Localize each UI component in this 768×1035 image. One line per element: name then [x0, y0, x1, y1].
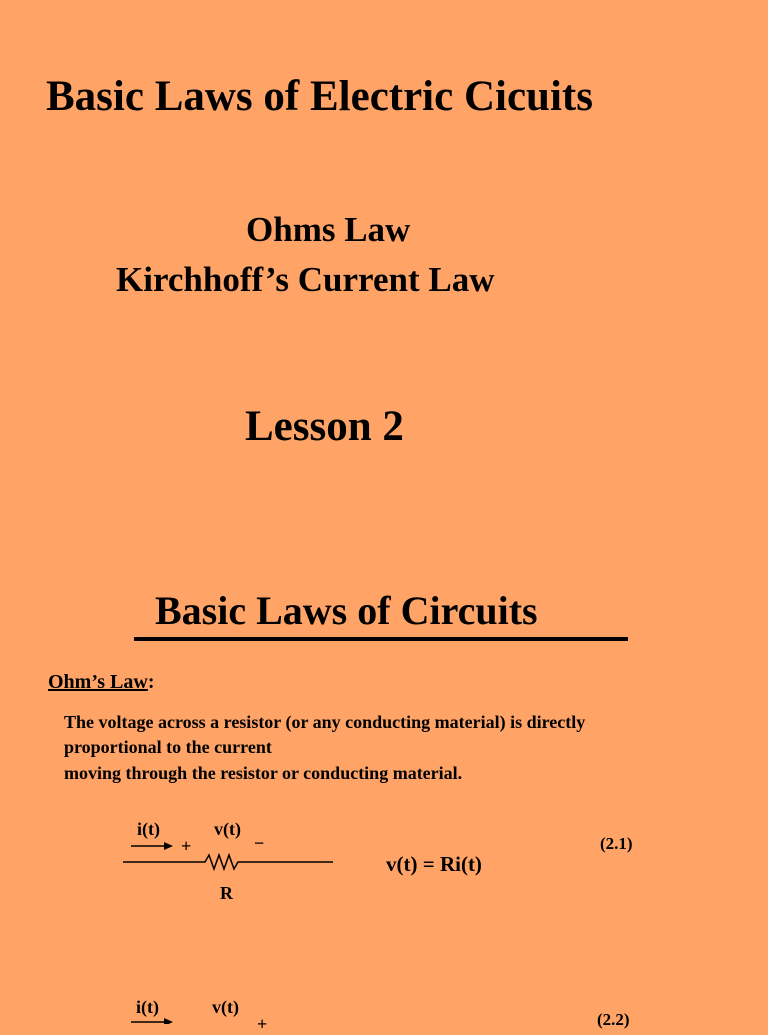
equation-ohms-law: v(t) = Ri(t) [386, 852, 482, 876]
current-arrow-icon [164, 842, 173, 850]
ohms-law-description-line: moving through the resistor or conducting material. [64, 763, 463, 783]
lesson-label: Lesson 2 [245, 403, 404, 450]
subtitle-kirchhoff: Kirchhoff’s Current Law [116, 260, 495, 299]
circuit-2-current-label: i(t) [136, 997, 159, 1017]
current-arrow-icon [164, 1018, 173, 1024]
circuit-2-plus-sign: + [257, 1014, 268, 1034]
ohms-law-description-line: proportional to the current [64, 737, 272, 757]
subtitle-ohms-law: Ohms Law [246, 210, 411, 249]
page-title: Basic Laws of Electric Cicuits [46, 73, 593, 120]
ohms-law-heading-colon: : [147, 671, 155, 693]
circuit-1-current-label: i(t) [137, 819, 160, 839]
circuit-1-voltage-label: v(t) [214, 819, 241, 839]
section-title: Basic Laws of Circuits [155, 588, 538, 633]
ohms-law-description-line: The voltage across a resistor (or any conducting material) is directly [64, 712, 586, 732]
circuit-1-plus-sign: + [181, 836, 192, 856]
circuit-1-minus-sign: − [254, 833, 265, 853]
circuit-2 [131, 1018, 173, 1024]
circuit-1-resistor-label: R [220, 883, 233, 903]
equation-number: (2.2) [597, 1010, 630, 1029]
circuit-2-voltage-label: v(t) [212, 997, 239, 1017]
ohms-law-heading-text: Ohm’s Law [48, 671, 148, 693]
circuit-1 [123, 842, 333, 869]
equation-number: (2.1) [600, 834, 633, 853]
resistor-icon [198, 855, 246, 869]
